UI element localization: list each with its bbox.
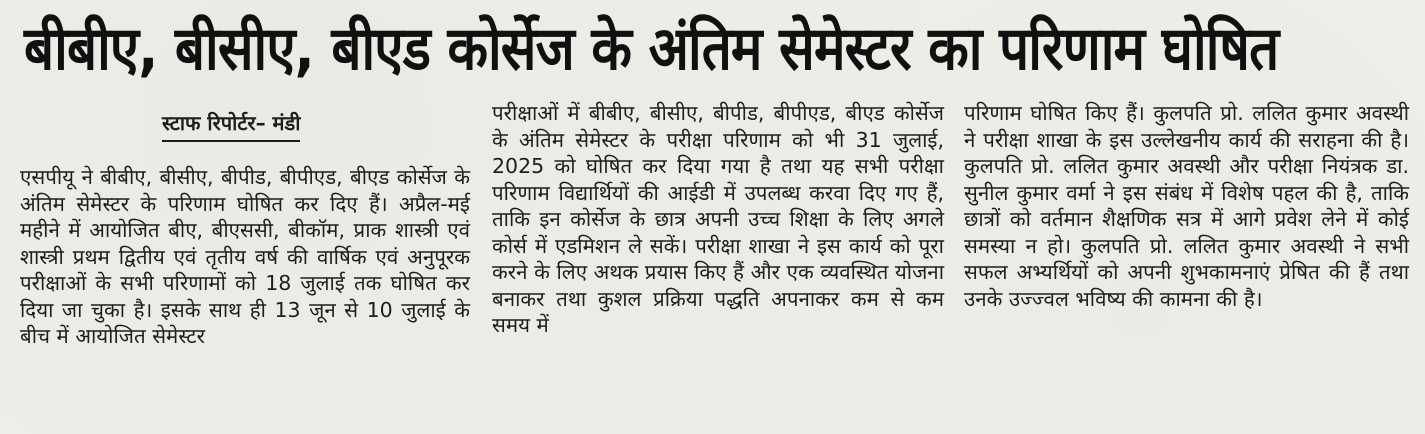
column-1-text: एसपीयू ने बीबीए, बीसीए, बीपीड, बीपीएड, बीएड कोर्सेज के अंतिम सेमेस्टर के परिणाम घोषित कर दिए हैं। अप्रैल-मई महीने में आयोजित बीए, बीएससी, बीकॉम, प्राक शास्त्री एवं शास्त्री प्रथम द्वितीय एवं तृतीय वर्ष की वार्षिक एवं अनुपूरक परीक्षाओं के सभी परिणामों को 18 जुलाई तक घोषित कर दिया जा चुका है। इसके साथ ही 13 जून से 10 जुलाई के बीच में आयोजित सेमेस्टर: [20, 165, 470, 348]
column-3-text: परिणाम घोषित किए हैं। कुलपति प्रो. ललित कुमार अवस्थी ने परीक्षा शाखा के इस उल्लेखनीय कार्य की सराहना की है। कुलपति प्रो. ललित कुमार अवस्थी और परीक्षा नियंत्रक डा. सुनील कुमार वर्मा ने इस संबंध में विशेष पहल की है, ताकि छात्रों को वर्तमान शैक्षणिक सत्र में आगे प्रवेश लेने में कोई समस्या न हो। कुलपति प्रो. ललित कुमार अवस्थी ने सभी सफल अभ्यर्थियों को अपनी शुभकामनाएं प्रेषित की हैं तथा उनके उज्ज्वल भविष्य की कामना की है।: [964, 101, 1409, 311]
byline: स्टाफ रिपोर्टर– मंडी: [162, 110, 300, 142]
column-2-text: परीक्षाओं में बीबीए, बीसीए, बीपीड, बीपीएड, बीएड कोर्सेज के अंतिम सेमेस्टर के परीक्षा परिणाम को भी 31 जुलाई, 2025 को घोषित कर दिया गया है तथा यह सभी परीक्षा परिणाम विद्यार्थियों की आईडी में उपलब्ध करवा दिए गए हैं, ताकि इन कोर्सेज के छात्र अपनी उच्च शिक्षा के लिए अगले कोर्स में एडमिशन ले सकें। परीक्षा शाखा ने इस कार्य को पूरा करने के लिए अथक प्रयास किए हैं और एक व्यवस्थित योजना बनाकर तथा कुशल प्रक्रिया पद्धति अपनाकर कम से कम समय में: [492, 101, 944, 337]
article-column-2: [492, 100, 944, 339]
article-column-1: [20, 96, 470, 350]
headline: बीबीए, बीसीए, बीएड कोर्सेज के अंतिम सेमेस्टर का परिणाम घोषित: [24, 14, 1279, 84]
article-column-3: [964, 100, 1409, 312]
